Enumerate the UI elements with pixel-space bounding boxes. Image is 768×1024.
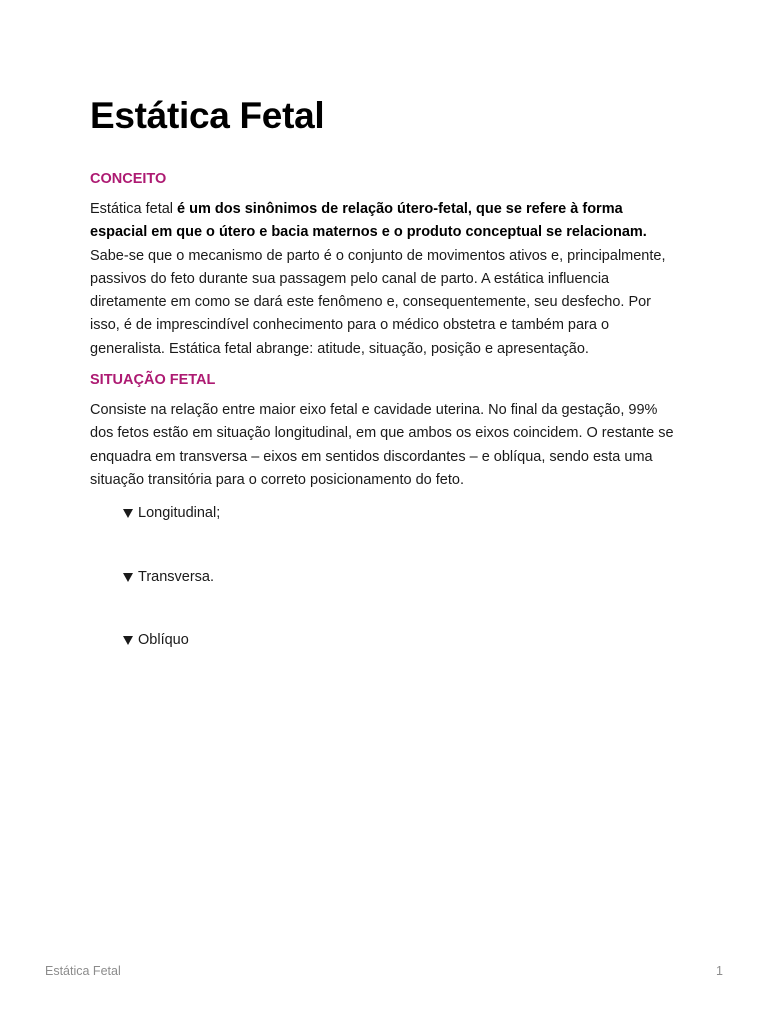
footer-title: Estática Fetal [45,964,121,978]
conceito-lead-text: Estática fetal [90,201,178,217]
toggle-expanded-triangle-icon[interactable] [123,573,133,582]
toggle-label: Transversa. [138,568,215,585]
page-content [90,92,680,694]
section-heading-conceito: CONCEITO [90,171,167,187]
section-heading-situacao-fetal: SITUAÇÃO FETAL [90,372,216,389]
conceito-bold-text: é um dos sinônimos de relação útero-fetal, que se refere à forma espacial em que o útero e bacia maternos e o produto conceptual se relacionam. [90,201,647,241]
toggle-label: Oblíquo [138,632,189,649]
conceito-rest-text: Sabe-se que o mecanismo de parto é o conjunto de movimentos ativos e, principalmente, passivos do feto durante sua passagem pelo canal de parto. A estática influencia diretamente em como se dará este fenômeno e, consequentemente, seu desfecho. Por isso, é de imprescindível conhecimento para o médico obstetra e também para o generalista. Estática fetal abrange: atitude, situação, posição e apresentação. [90,247,666,357]
toggle-item-longitudinal[interactable] [123,503,680,523]
toggle-item-transversa[interactable] [123,567,680,587]
conceito-paragraph [90,198,680,361]
situacao-paragraph: Consiste na relação entre maior eixo fetal e cavidade uterina. No final da gestação, 99% dos fetos estão em situação longitudinal, em que ambos os eixos coincidem. O restante se enquadra em transversa – eixos em sentidos discordantes – e oblíqua, sendo esta uma situação transitória para o correto posicionamento do feto. [90,402,674,488]
toggle-expanded-triangle-icon[interactable] [123,509,133,518]
toggle-label: Longitudinal; [138,505,221,522]
toggle-list [123,503,680,650]
toggle-item-obliquo[interactable] [123,630,680,650]
page-title: Estática Fetal [90,95,325,136]
toggle-expanded-triangle-icon[interactable] [123,636,133,645]
footer-page-number: 1 [716,964,723,978]
